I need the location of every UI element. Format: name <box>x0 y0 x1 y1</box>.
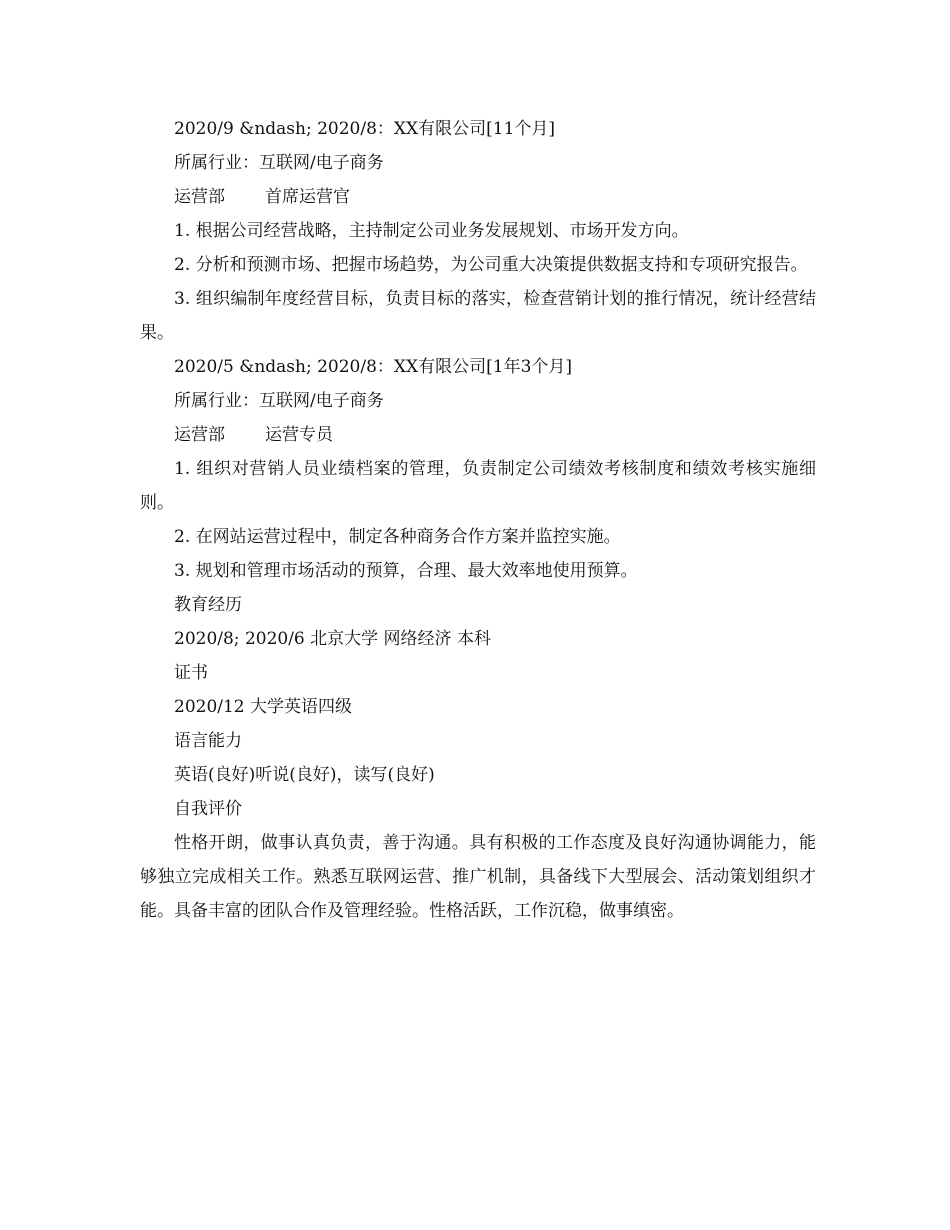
language-entry: 英语(良好)听说(良好)，读写(良好) <box>174 765 435 785</box>
self-evaluation-heading: 自我评价 <box>174 799 242 819</box>
job-1-duty-1: 1. 根据公司经营战略，主持制定公司业务发展规划、市场开发方向。 <box>174 221 689 241</box>
job-1-duty-2: 2. 分析和预测市场、把握市场趋势，为公司重大决策提供数据支持和专项研究报告。 <box>174 255 808 275</box>
job-2-role <box>140 418 816 452</box>
job-2-industry: 所属行业：互联网/电子商务 <box>174 391 384 411</box>
resume-page <box>140 112 816 928</box>
job-1-department: 运营部 <box>174 187 225 207</box>
self-evaluation-text: 性格开朗，做事认真负责，善于沟通。具有积极的工作态度及良好沟通协调能力，能够独立完成相关工作。熟悉互联网运营、推广机制，具备线下大型展会、活动策划组织才能。具备丰富的团队合作及管理经验。性格活跃，工作沉稳，做事缜密。 <box>140 833 816 921</box>
job-1-duty-3: 3. 组织编制年度经营目标，负责目标的落实，检查营销计划的推行情况，统计经营结果。 <box>140 289 816 343</box>
job-1-position: 首席运营官 <box>265 187 350 207</box>
job-2-duty-1: 1. 组织对营销人员业绩档案的管理，负责制定公司绩效考核制度和绩效考核实施细则。 <box>140 459 816 513</box>
job-2-department: 运营部 <box>174 425 225 445</box>
job-1-industry: 所属行业：互联网/电子商务 <box>174 153 384 173</box>
certificates-entry: 2020/12 大学英语四级 <box>174 697 353 717</box>
job-2-period: 2020/5 &ndash; 2020/8：XX有限公司[1年3个月] <box>174 357 573 377</box>
education-heading: 教育经历 <box>174 595 242 615</box>
job-1-role <box>140 180 816 214</box>
certificates-heading: 证书 <box>174 663 208 683</box>
job-2-duty-3: 3. 规划和管理市场活动的预算，合理、最大效率地使用预算。 <box>174 561 638 581</box>
language-heading: 语言能力 <box>174 731 242 751</box>
education-entry: 2020/8; 2020/6 北京大学 网络经济 本科 <box>174 629 491 649</box>
job-2-duty-2: 2. 在网站运营过程中，制定各种商务合作方案并监控实施。 <box>174 527 621 547</box>
job-2-position: 运营专员 <box>265 425 333 445</box>
job-1-period: 2020/9 &ndash; 2020/8：XX有限公司[11个月] <box>174 119 556 139</box>
